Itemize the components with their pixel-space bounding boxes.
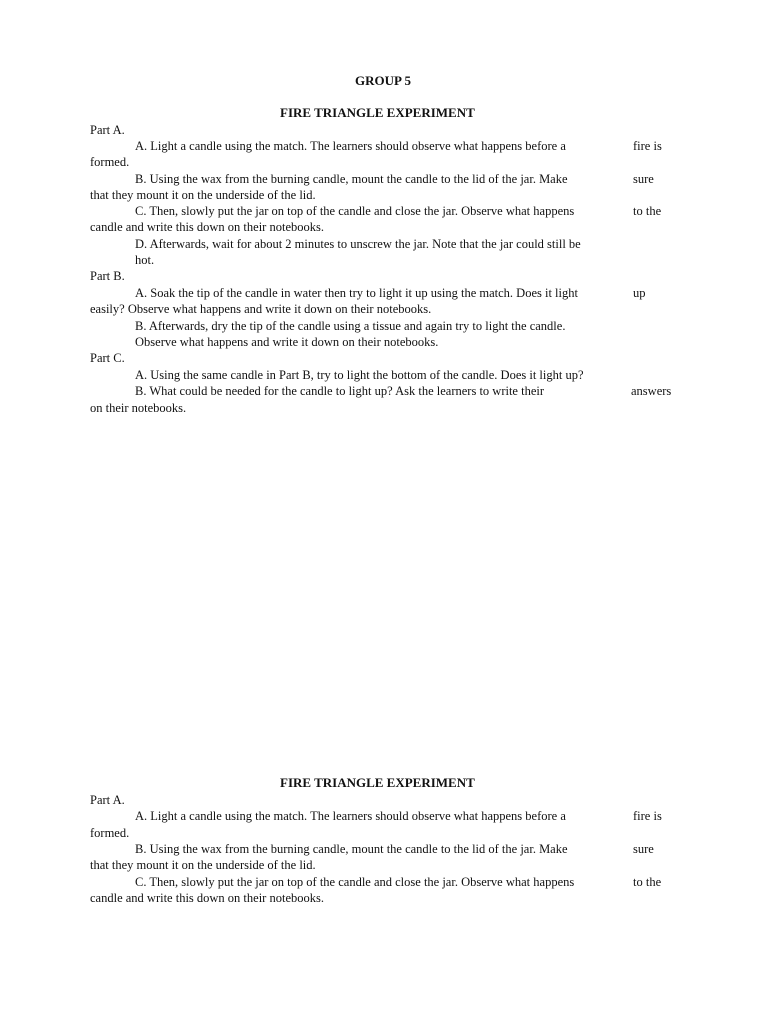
part-a-item-b-repeat: B. Using the wax from the burning candle, mount the candle to the lid of the jar. Make bbox=[135, 842, 568, 856]
part-b-item-b-cont: Observe what happens and write it down on their notebooks. bbox=[135, 335, 439, 349]
part-a-item-d: D. Afterwards, wait for about 2 minutes to unscrew the jar. Note that the jar could still be bbox=[135, 237, 581, 251]
part-a-item-c-tail: to the bbox=[633, 204, 662, 218]
part-b-item-b: B. Afterwards, dry the tip of the candle using a tissue and again try to light the candle. bbox=[135, 319, 566, 333]
part-a-item-a-cont: formed. bbox=[90, 155, 130, 169]
document-title-repeat: FIRE TRIANGLE EXPERIMENT bbox=[280, 775, 475, 790]
part-c-item-b: B. What could be needed for the candle to light up? Ask the learners to write their bbox=[135, 384, 545, 398]
part-b-label: Part B. bbox=[90, 269, 125, 283]
part-a-item-c-tail-repeat: to the bbox=[633, 875, 662, 889]
part-a-item-c-cont: candle and write this down on their notebooks. bbox=[90, 220, 324, 234]
part-c-item-b-tail: answers bbox=[631, 384, 672, 398]
part-a-item-d-cont: hot. bbox=[135, 253, 155, 267]
part-a-item-b-tail: sure bbox=[633, 172, 654, 186]
part-a-item-b-cont: that they mount it on the underside of the lid. bbox=[90, 188, 316, 202]
part-a-label-repeat: Part A. bbox=[90, 793, 125, 807]
document-title: FIRE TRIANGLE EXPERIMENT bbox=[280, 105, 475, 120]
part-a-item-a-cont-repeat: formed. bbox=[90, 826, 130, 840]
part-a-item-c: C. Then, slowly put the jar on top of the candle and close the jar. Observe what happens bbox=[135, 204, 575, 218]
part-a-item-a-tail-repeat: fire is bbox=[633, 809, 662, 823]
part-a-item-a-tail: fire is bbox=[633, 139, 662, 153]
part-c-item-b-cont: on their notebooks. bbox=[90, 401, 187, 415]
part-b-item-a-cont: easily? Observe what happens and write it down on their notebooks. bbox=[90, 302, 432, 316]
part-c-label: Part C. bbox=[90, 351, 125, 365]
part-a-item-c-cont-repeat: candle and write this down on their notebooks. bbox=[90, 891, 324, 905]
part-c-item-a: A. Using the same candle in Part B, try to light the bottom of the candle. Does it light up? bbox=[135, 368, 584, 382]
part-a-item-c-repeat: C. Then, slowly put the jar on top of the candle and close the jar. Observe what happens bbox=[135, 875, 575, 889]
part-a-item-b-cont-repeat: that they mount it on the underside of the lid. bbox=[90, 858, 316, 872]
part-a-item-a: A. Light a candle using the match. The learners should observe what happens before a bbox=[135, 139, 566, 153]
part-a-item-b-tail-repeat: sure bbox=[633, 842, 654, 856]
part-a-item-a-repeat: A. Light a candle using the match. The learners should observe what happens before a bbox=[135, 809, 566, 823]
part-a-label: Part A. bbox=[90, 123, 125, 137]
part-b-item-a: A. Soak the tip of the candle in water then try to light it up using the match. Does it light bbox=[135, 286, 578, 300]
group-heading: GROUP 5 bbox=[355, 73, 411, 88]
part-b-item-a-tail: up bbox=[633, 286, 646, 300]
part-a-item-b: B. Using the wax from the burning candle, mount the candle to the lid of the jar. Make bbox=[135, 172, 568, 186]
